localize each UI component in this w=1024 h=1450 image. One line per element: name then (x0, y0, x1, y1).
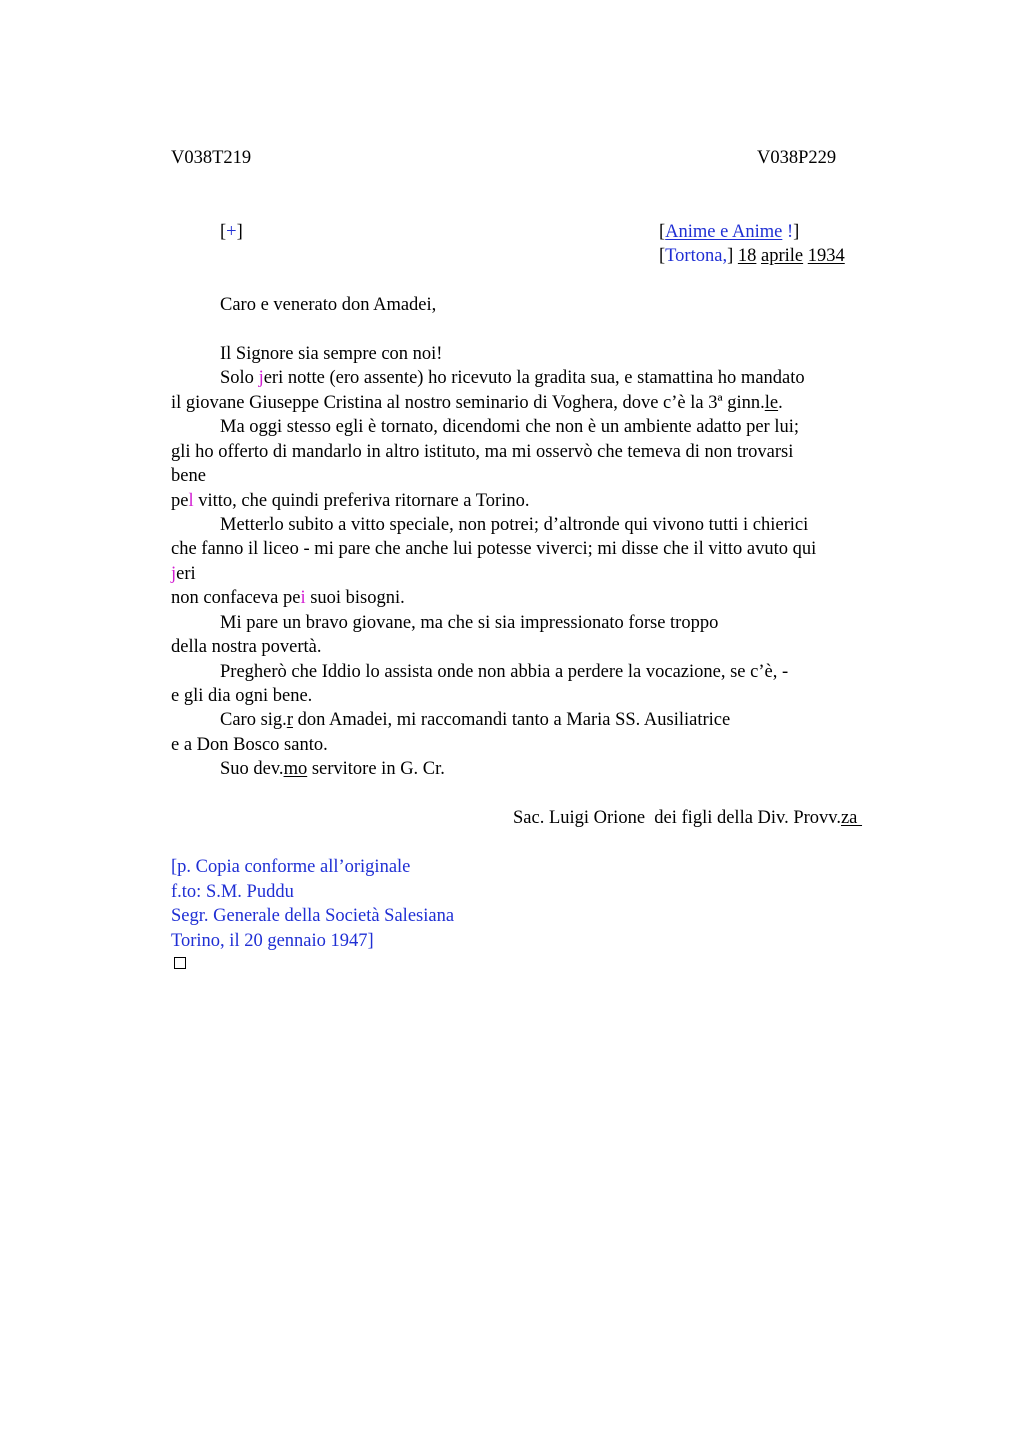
bracket: [ (220, 222, 227, 242)
editorial-letter: j (171, 564, 177, 584)
date-month: aprile (761, 246, 804, 266)
empty-square-icon (174, 957, 186, 969)
body-line: gli ho offerto di mandarlo in altro istituto, ma mi osservò che temeva di non trovarsi (171, 442, 794, 462)
body-line: che fanno il liceo - mi pare che anche lui potesse viverci; mi disse che il vitto avuto qui (171, 539, 817, 559)
closing-line: Suo dev.mo servitore in G. Cr. (220, 759, 445, 779)
salutation: Caro e venerato don Amadei, (220, 295, 437, 315)
date-day: 18 (737, 246, 757, 266)
bracket: [ (659, 246, 666, 266)
letter-title (659, 220, 799, 244)
editorial-letter: j (258, 368, 264, 388)
letter-date-line (659, 244, 845, 268)
date-year: 1934 (807, 246, 845, 266)
body-line: Caro sig.r don Amadei, mi raccomandi tanto a Maria SS. Ausiliatrice (220, 710, 731, 730)
bracket: ] (236, 222, 243, 242)
bracket: [ (659, 222, 666, 242)
bracket: ] (727, 246, 734, 266)
abbreviation: le (764, 393, 779, 413)
title-mark: ! (782, 222, 794, 242)
body-line: Mi pare un bravo giovane, ma che si sia impressionato forse troppo (220, 613, 719, 633)
body-line: il giovane Giuseppe Cristina al nostro seminario di Voghera, dove c’è la 3ª ginn.le. (171, 393, 783, 413)
note-line: Segr. Generale della Società Salesiana (171, 906, 455, 926)
body-line: non confaceva pei suoi bisogni. (171, 588, 405, 608)
note-line: Torino, il 20 gennaio 1947] (171, 931, 374, 951)
place-name: Tortona, (665, 246, 728, 266)
abbreviation: r (286, 710, 293, 730)
signature: Sac. Luigi Orione dei figli della Div. Provv.za (513, 808, 863, 828)
cross-icon: + (226, 222, 237, 242)
body-line: jeri (171, 564, 196, 584)
body-line: Ma oggi stesso egli è tornato, dicendomi che non è un ambiente adatto per lui; (220, 417, 800, 437)
body-line: e a Don Bosco santo. (171, 735, 328, 755)
body-line: Il Signore sia sempre con noi! (220, 344, 443, 364)
editorial-letter: l (188, 491, 194, 511)
body-line: della nostra povertà. (171, 637, 322, 657)
title-link[interactable]: Anime e Anime (665, 222, 783, 242)
body-line: Metterlo subito a vitto speciale, non potrei; d’altronde qui vivono tutti i chierici (220, 515, 809, 535)
body-line: bene (171, 466, 206, 486)
bracket: ] (793, 222, 800, 242)
body-line: pel vitto, che quindi preferiva ritornare a Torino. (171, 491, 530, 511)
editorial-letter: i (300, 588, 306, 608)
body-line: Pregherò che Iddio lo assista onde non abbia a perdere la vocazione, se c’è, - (220, 662, 789, 682)
note-line: [p. Copia conforme all’originale (171, 857, 411, 877)
abbreviation: za (840, 808, 863, 828)
abbreviation: mo (283, 759, 308, 779)
note-line: f.to: S.M. Puddu (171, 882, 294, 902)
cross-mark (220, 220, 243, 244)
body-line: e gli dia ogni bene. (171, 686, 313, 706)
document-code-left: V038T219 (171, 148, 252, 168)
body-line: Solo jeri notte (ero assente) ho ricevuto la gradita sua, e stamattina ho mandato (220, 368, 805, 388)
document-code-right: V038P229 (757, 148, 837, 168)
